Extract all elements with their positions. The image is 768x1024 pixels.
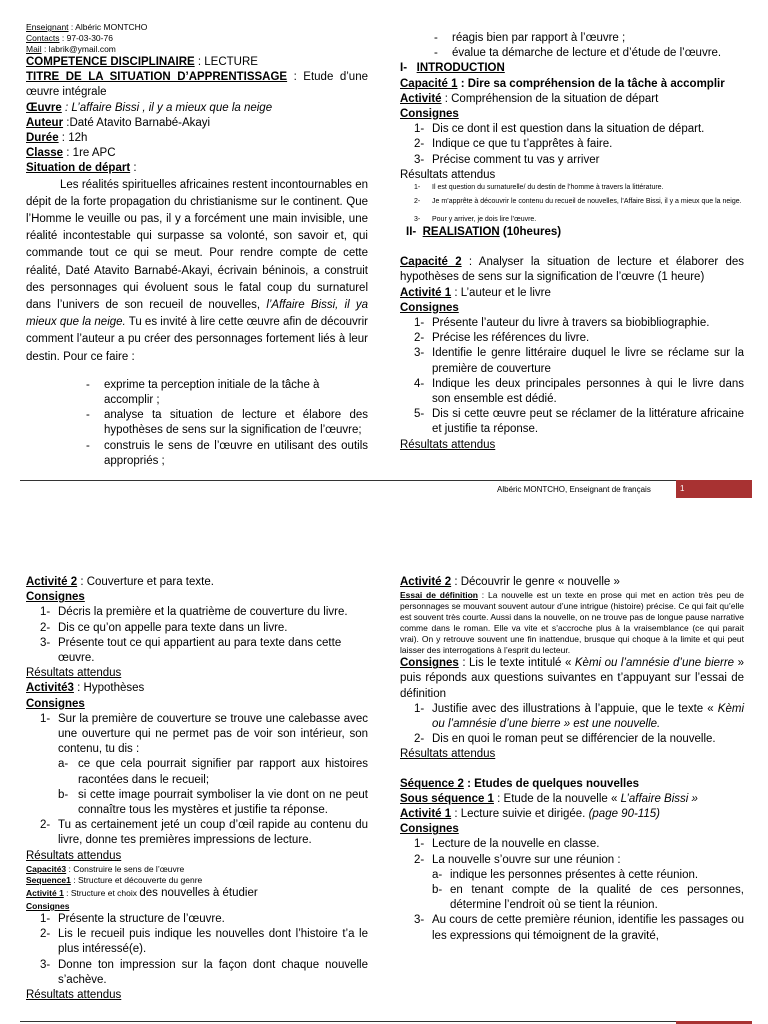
list-item: 1- Présente la structure de l’œuvre. <box>40 913 225 926</box>
list-item: a- ce que cela pourrait signifier par rapport aux histoires racontées dans le recueil; <box>58 758 368 786</box>
consignes-list <box>26 605 368 666</box>
list-item: a- indique les personnes présentes à cette réunion. <box>432 868 699 881</box>
act1r-value: : Lecture suivie et dirigée. <box>451 808 589 821</box>
consignes2-heading: Consignes <box>400 823 459 836</box>
competence-line <box>26 55 368 70</box>
page-number-badge <box>676 480 752 498</box>
consignes-heading: Consignes <box>26 591 85 604</box>
situation-colon: : <box>130 162 137 175</box>
intro-label: INTRODUCTION <box>416 62 505 75</box>
realisation-value: (10heures) <box>499 226 562 239</box>
act1r-line <box>400 807 744 822</box>
list-item: 3- Identifie le genre littéraire duquel le livre se réclame sur la première de couverture <box>414 347 744 375</box>
cap2-value: : Analyser la situation de lecture et élaborer des hypothèses de sens sur la signification de l’œuvre (1 heure) <box>400 256 745 284</box>
auteur-line <box>26 116 368 131</box>
consignes-heading: Consignes <box>400 108 459 121</box>
cap3-label: Capacité3 <box>26 863 67 874</box>
cap1-label: Capacité 1 <box>400 77 458 90</box>
act1r-label: Activité 1 <box>400 808 452 821</box>
activite-label: Activité <box>400 92 442 105</box>
list-item: 1- Sur la première de couverture se trouve une calebasse avec une ouverture qui ne permet pas de voir son intérieur, son contenu, tu dis : a- ce que cela pourrait signifier par rapport aux histoires racontées dans le recueil; b- si cette image pourrait symboliser la vie dont on ne peut connaître tous les mystères et justifie ta réponse. <box>26 712 368 818</box>
consignes2-heading: Consignes <box>400 301 459 314</box>
list-item: 2- La nouvelle s’ouvre sur une réunion : a- indique les personnes présentes à cette réunion. b- en tenant compte de la qualité de ces personnes, détermine l’endroit où se tient la réunion. <box>400 853 744 914</box>
list-item: 3- Donne ton impression sur la façon dont chaque nouvelle s’achève. <box>40 958 368 986</box>
act2r-line <box>400 575 744 590</box>
list-item: 5- Dis si cette œuvre peut se réclamer de la littérature africaine et justifie ta réponse. <box>414 408 744 436</box>
act2-value: : Couverture et para texte. <box>77 576 214 588</box>
essai-text: : La nouvelle est un texte en prose qui met en action très peu de personnages se mouvant souvent autour d’une intrigue (histoire) précise. Ce qui fait qu’elle est souvent très courte. Aussi dans la nouvelle, on ne trouve pas de longue pause narrative comme dans le roman. Elle va vite et s’accroche plus à la vraisemblance (ce qui parait vrai). On y retrouve souvent une fin inattendue, brusque qui choque à la limite et qui peut laisser des interrogations à l’esprit du lecteur. <box>400 590 744 656</box>
auteur-value: :Daté Atavito Barnabé-Akayi <box>63 116 211 129</box>
competence-value: : LECTURE <box>194 56 258 68</box>
right-top-bullets <box>400 31 744 61</box>
list-item: 1- Dis ce dont il est question dans la situation de départ. <box>414 123 705 136</box>
contacts-value: : 97-03-30-76 <box>59 33 113 43</box>
resultats4-heading: Résultats attendus <box>26 989 122 1002</box>
cap1-value: : Dire sa compréhension de la tâche à accomplir <box>457 77 725 90</box>
titre-line <box>26 70 368 100</box>
realisation-heading <box>406 225 744 240</box>
consignes-label: Consignes <box>400 657 459 670</box>
list-item: - exprime ta perception initiale de la tâche à accomplir ; <box>86 378 320 407</box>
list-item: 2- Dis en quoi le roman peut se différencier de la nouvelle. <box>414 733 716 746</box>
sous-seq-label: Sous séquence 1 <box>400 792 494 805</box>
list-item: 1- Présente l’auteur du livre à travers sa biobibliographie. <box>414 317 710 330</box>
resultats-heading: Résultats attendus <box>400 168 496 181</box>
teacher-value: : Albéric MONTCHO <box>68 22 148 32</box>
list-item: 1- Décris la première et la quatrième de couverture du livre. <box>40 606 348 619</box>
list-item: - évalue ta démarche de lecture et d’étude de l’œuvre. <box>434 47 722 60</box>
activite-value: : Compréhension de la situation de départ <box>441 92 659 105</box>
list-item: 2- Je m’apprête à découvrir le contenu du recueil de nouvelles, l’Affaire Bissi, il y a mieux que la neige. <box>414 198 742 206</box>
list-item: 2- Lis le recueil puis indique les nouvelles dont l’histoire t’a le plus intéressé(e). <box>40 928 368 956</box>
cap2-line <box>400 255 744 285</box>
consignes3-heading: Consignes <box>26 697 85 710</box>
list-item: 2- Tu as certainement jeté un coup d’œil rapide au contenu du livre, donne tes premières impressions de lecture. <box>40 819 368 847</box>
act1-label: Activité 1 <box>400 286 452 299</box>
act1r-pages: (page 90-115) <box>588 808 660 821</box>
situation-title: l’Affaire Bissi, il ya mieux que la neige. <box>26 299 368 329</box>
act2-label: Activité 2 <box>26 576 78 588</box>
list-item: b- en tenant compte de la qualité de ces personnes, détermine l’endroit où se tient la réunion. <box>432 884 744 912</box>
realisation-label: REALISATION <box>422 226 500 239</box>
situation-heading <box>26 161 368 176</box>
oeuvre-value: : L’affaire Bissi , il y a mieux que la neige <box>61 101 273 114</box>
essai-label: Essai de définition <box>400 590 478 601</box>
list-item: 1- Lecture de la nouvelle en classe. <box>414 838 600 851</box>
situation-paragraph <box>26 177 368 366</box>
act3-line <box>26 681 368 696</box>
titre-value: : Etude d’une œuvre intégrale <box>26 71 368 99</box>
consignes-text-1: : Lis le texte intitulé « <box>458 657 575 670</box>
consignes2-list <box>400 316 744 438</box>
list-item: 3- Pour y arriver, je dois lire l’œuvre. <box>414 216 537 224</box>
list-item: 2- Indique ce que tu t’apprêtes à faire. <box>414 138 613 151</box>
mail-label: Mail <box>26 44 42 54</box>
resultats3-heading: Résultats attendus <box>26 849 122 862</box>
act1-value: : L’auteur et le livre <box>451 286 551 299</box>
situation-bullets <box>26 378 368 469</box>
auteur-label: Auteur <box>26 116 64 129</box>
list-item: 3- Précise comment tu vas y arriver <box>414 153 600 166</box>
cap3-line <box>26 864 368 875</box>
seq2-label: Séquence 2 <box>400 777 464 790</box>
list-item: 3- Présente tout ce qui appartient au para texte dans cette œuvre. <box>40 636 342 665</box>
act1-line <box>400 286 744 301</box>
mail-value: : labrik@ymail.com <box>41 44 116 54</box>
consignes4-list <box>26 912 368 988</box>
seq2-line <box>400 777 744 792</box>
teacher-line <box>26 22 368 33</box>
seq1-label: Sequence1 <box>26 874 71 885</box>
titre-label: TITRE DE LA SITUATION D’APPRENTISSAGE <box>26 71 288 84</box>
essai-questions <box>400 702 744 748</box>
resultats-heading: Résultats attendus <box>26 667 122 680</box>
cap3-value: : Construire le sens de l’œuvre <box>66 863 185 874</box>
cap2-label: Capacité 2 <box>400 256 462 269</box>
classe-line <box>26 146 368 161</box>
essai-paragraph <box>400 590 744 656</box>
list-item: 1- Justifie avec des illustrations à l’appuie, que le texte « Kèmi ou l’amnésie d’une bierre » est une nouvelle. <box>414 702 744 731</box>
list-item: 3- Au cours de cette première réunion, identifie les passages ou les expressions qui témoignent de la gravité, <box>414 914 744 942</box>
sub-list <box>58 757 368 818</box>
act2-line <box>26 575 368 590</box>
consignes3-list <box>26 712 368 849</box>
intro-num: I- <box>400 62 408 75</box>
list-item: 2- Dis ce qu’on appelle para texte dans un livre. <box>40 621 288 634</box>
list-item: - construis le sens de l’œuvre en utilisant des outils appropriés ; <box>86 439 368 467</box>
intro-heading <box>400 61 744 76</box>
oeuvre-label: Œuvre <box>26 101 62 114</box>
contacts-label: Contacts <box>26 33 60 43</box>
act2r-label: Activité 2 <box>400 576 452 588</box>
oeuvre-line <box>26 101 368 116</box>
seq1-line <box>26 875 368 886</box>
sub-list <box>432 868 744 914</box>
footer-divider <box>20 480 748 481</box>
cap1-line <box>400 77 744 92</box>
situation-label: Situation de départ <box>26 162 131 175</box>
list-item: - réagis bien par rapport à l’œuvre ; <box>434 32 626 44</box>
list-item: b- si cette image pourrait symboliser la vie dont on ne peut connaître tous les mystères et justifie ta réponse. <box>58 788 368 817</box>
realisation-num: II- <box>406 226 417 239</box>
contacts-line <box>26 33 368 44</box>
classe-label: Classe <box>26 147 64 160</box>
sous-seq-value: : Etude de la nouvelle « <box>493 792 621 805</box>
seq1-value: : Structure et découverte du genre <box>70 874 203 885</box>
act1b-line <box>26 886 368 901</box>
resultats2-heading: Résultats attendus <box>400 438 496 451</box>
consignes-text-2: » puis réponds aux questions suivantes en t’appuyant sur l’essai de définition <box>400 657 744 700</box>
consignes-list <box>400 122 744 168</box>
act3-label: Activité3 <box>26 682 74 695</box>
act3-value: : Hypothèses <box>73 682 145 695</box>
situation-text-2: Tu es invité à lire cette œuvre afin de découvrir comment l’auteur a pu créer des personnages fortement liés à leur destin. Pour ce faire : <box>26 316 369 363</box>
teacher-label: Enseignant <box>26 22 69 32</box>
page2-bottom-divider <box>20 1021 748 1022</box>
competence-label: COMPETENCE DISCIPLINAIRE <box>26 56 195 68</box>
page2-right-column <box>400 575 744 944</box>
resultats-list <box>400 183 744 225</box>
page2-left-column <box>26 575 368 1003</box>
list-item: 2- Précise les références du livre. <box>414 332 590 345</box>
resultats-heading: Résultats attendus <box>400 748 496 761</box>
consignes2-list <box>400 837 744 943</box>
sous-seq-title: L’affaire Bissi » <box>620 792 698 805</box>
duree-line <box>26 131 368 146</box>
consignes-paragraph <box>400 656 744 702</box>
list-item: 1- Il est question du surnaturelle/ du destin de l’homme à travers la littérature. <box>414 184 664 192</box>
duree-label: Durée <box>26 132 59 145</box>
act2r-value: : Découvrir le genre « nouvelle » <box>451 576 620 588</box>
act1b-label: Activité 1 <box>26 887 64 898</box>
sous-seq-line <box>400 792 744 807</box>
duree-value: : 12h <box>58 132 88 145</box>
activite-line <box>400 92 744 107</box>
classe-value: : 1re APC <box>63 147 116 160</box>
page1-right-column <box>400 31 744 453</box>
act1b-value: des nouvelles à étudier <box>139 886 258 899</box>
consignes4-heading: Consignes <box>26 901 70 912</box>
situation-text-1: Les réalités spirituelles africaines restent incontournables en dépit de la forte propagation du christianisme sur le continent. Que l’Homme le veuille ou pas, il y a forcément une main invisible, une réalité incontestable qui surpasse sa volonté, son savoir et, qui commande tout ce qui se meut. Pour rendre compte de cette réalité, Daté Atavito Barnabé-Akayi, écrivain béninois, a construit des personnages qui évoluent sous le fatal coup du surnaturel dans l’univers de son recueil de nouvelles, <box>26 178 368 312</box>
list-item: 4- Indique les deux principales personnes à qui le livre dans son ensemble est dédié. <box>414 377 744 406</box>
act1b-value-sm: : Structure et choix <box>63 887 140 898</box>
list-item: - analyse ta situation de lecture et élabore des hypothèses de sens sur la signification de l’œuvre; <box>86 409 368 437</box>
seq2-value: : Etudes de quelques nouvelles <box>463 777 640 790</box>
page-number: 1 <box>680 484 685 493</box>
consignes-title: Kèmi ou l’amnésie d’une bierre <box>574 657 735 670</box>
footer-text: Albéric MONTCHO, Enseignant de français <box>497 485 651 494</box>
page1-left-column <box>26 22 368 469</box>
mail-line <box>26 44 368 55</box>
